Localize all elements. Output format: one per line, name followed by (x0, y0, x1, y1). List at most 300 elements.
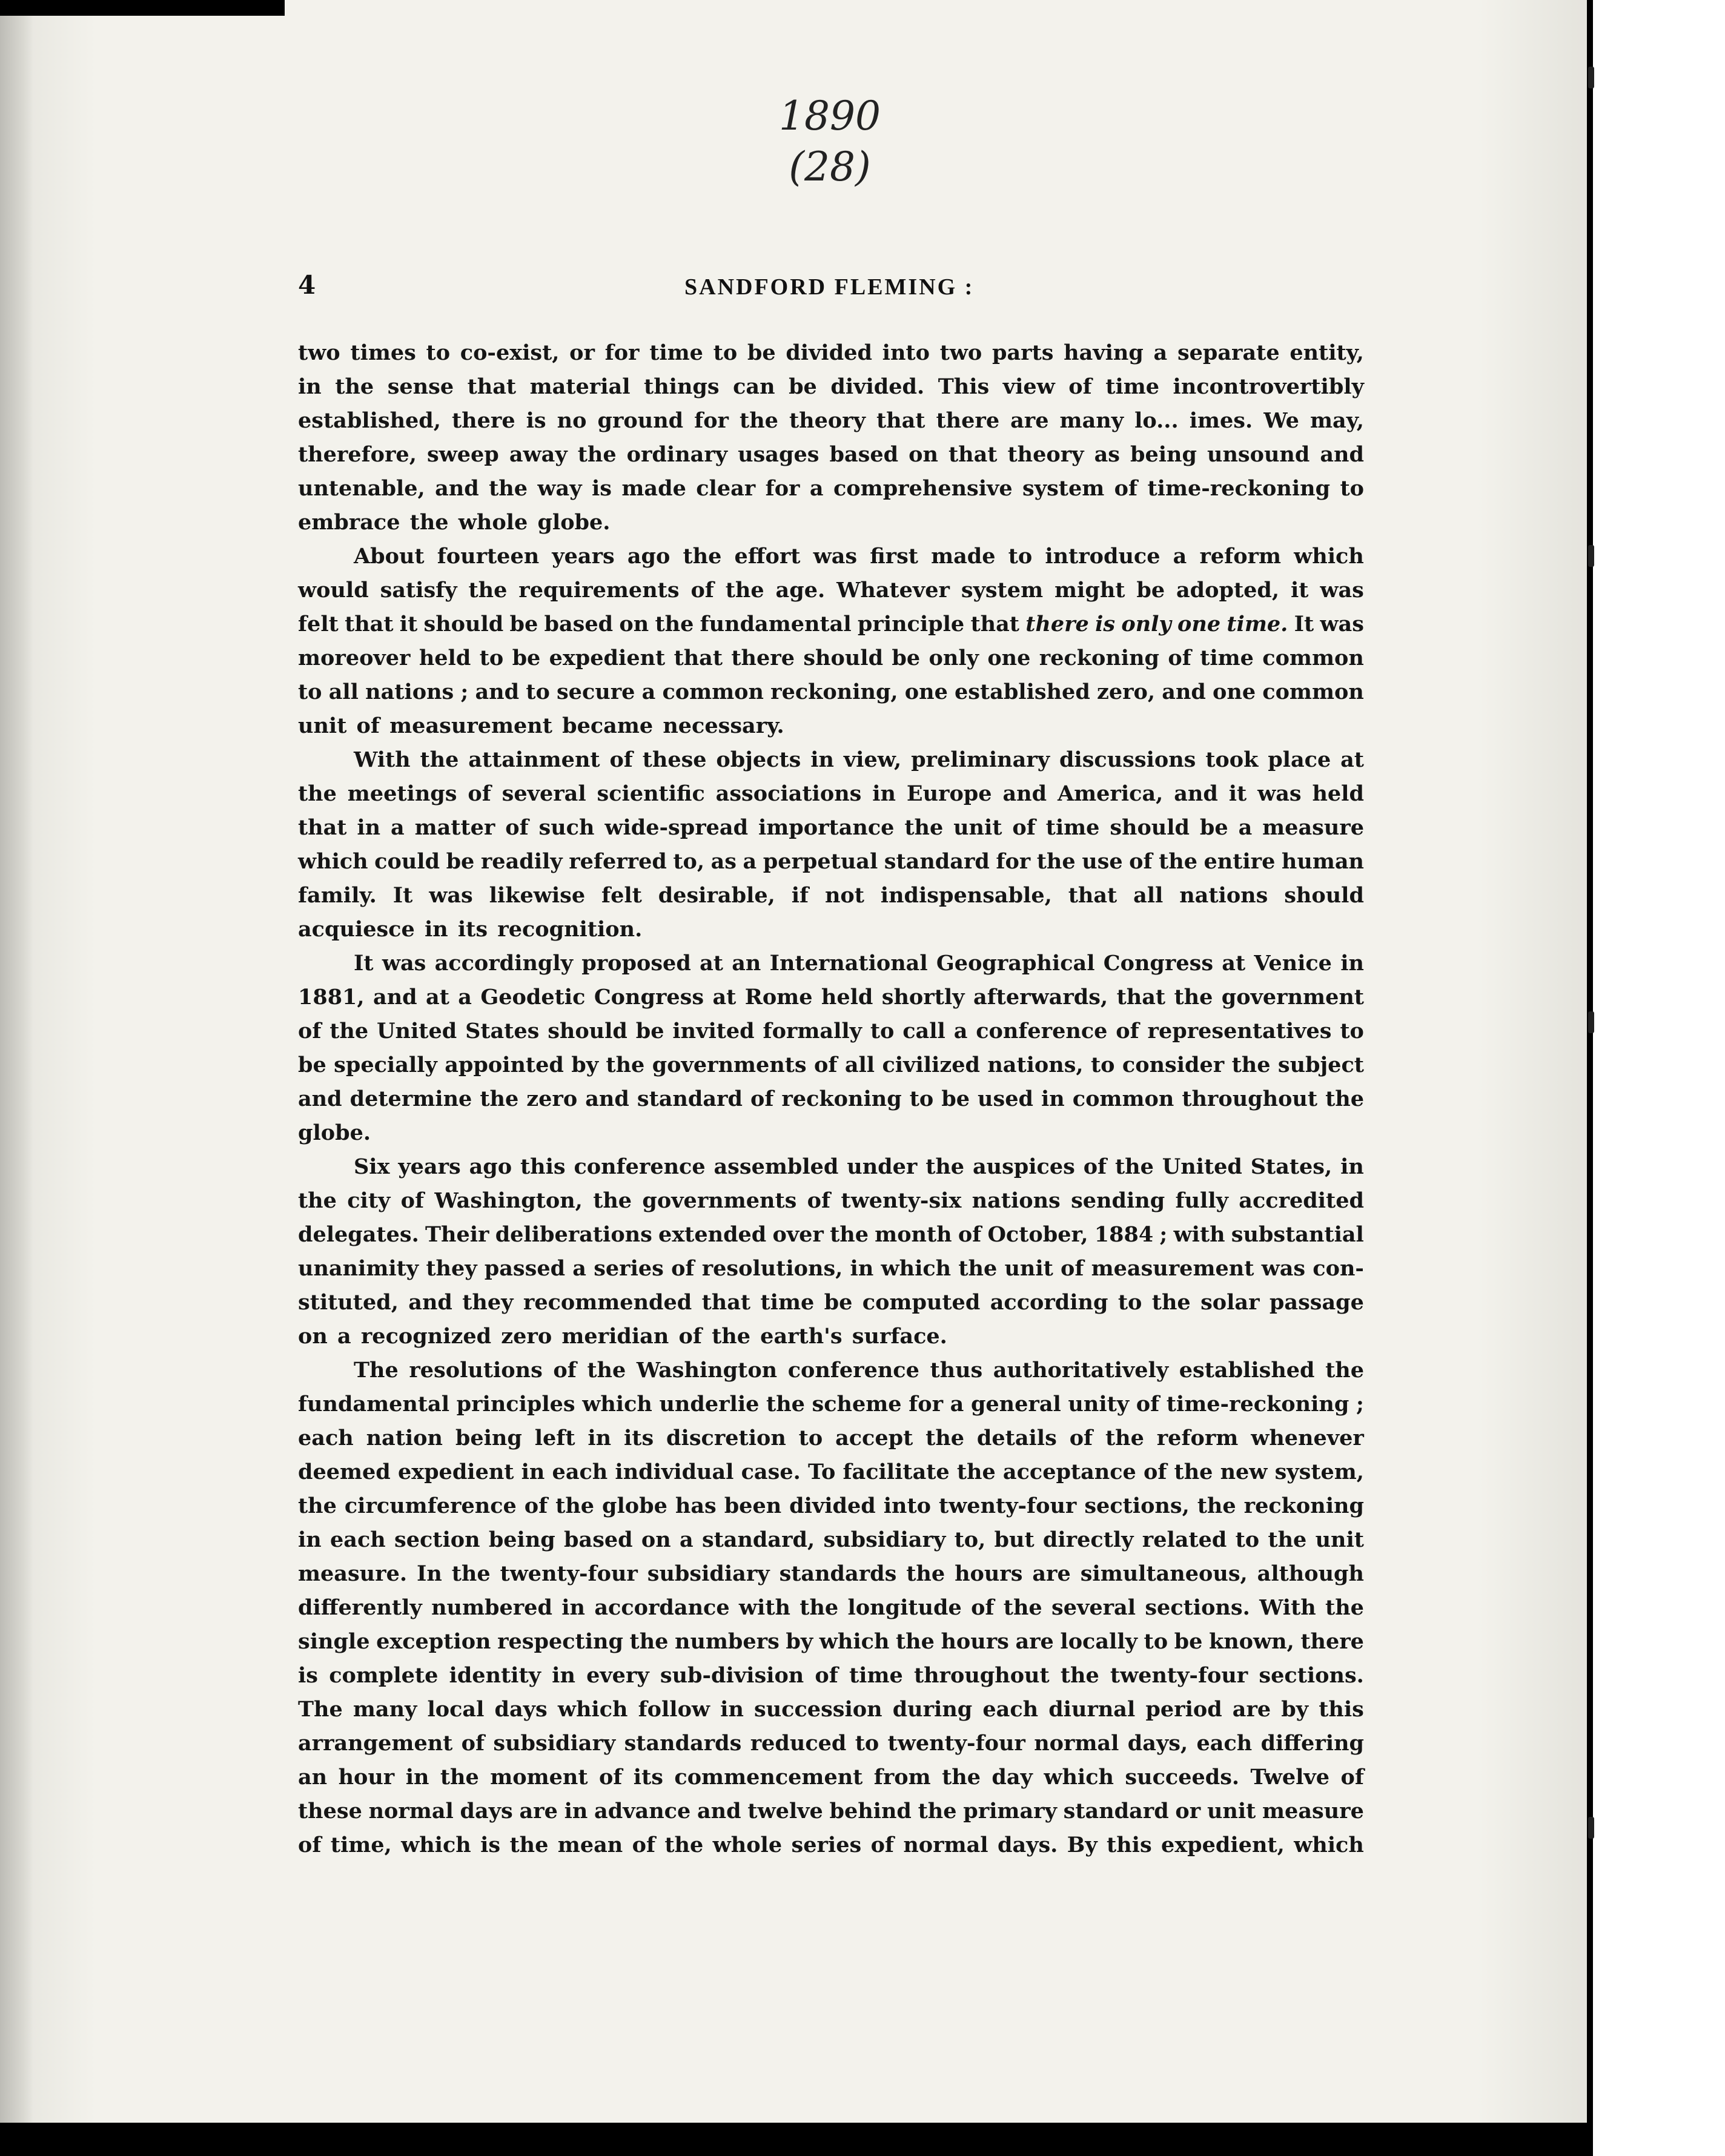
text-word: view (1002, 374, 1055, 399)
text-word: associations (715, 781, 862, 806)
text-word: clear (696, 476, 756, 501)
text-word: took (1205, 747, 1259, 772)
text-word: the (329, 1019, 369, 1043)
text-word: each (982, 1697, 1039, 1722)
text-word: Congress (1103, 951, 1214, 976)
text-word: sections. (1145, 1595, 1250, 1620)
text-word: a (1238, 815, 1253, 840)
text-word: the (712, 1324, 750, 1349)
text-word: facilitate (843, 1460, 950, 1484)
text-word: a (641, 680, 656, 704)
text-word: of (1012, 815, 1036, 840)
text-word: reckoning (1243, 1493, 1364, 1518)
text-line (298, 1048, 1364, 1082)
text-word: the (1174, 1460, 1213, 1484)
text-word: system (961, 578, 1044, 603)
binding-shadow (0, 0, 33, 2123)
text-word: be (512, 646, 541, 670)
text-word: subsidiary (493, 1731, 616, 1756)
text-word: fundamental (298, 1392, 449, 1417)
text-word: being (1130, 442, 1197, 467)
text-word: the (468, 578, 508, 603)
text-line (298, 1184, 1364, 1218)
text-word: the (298, 1493, 337, 1518)
text-word: whole (712, 1833, 783, 1857)
text-word: reckoning (1039, 646, 1160, 670)
text-word: matter (414, 815, 495, 840)
text-word: by (786, 1629, 813, 1654)
text-word: general (970, 1392, 1061, 1417)
text-word: the (918, 1799, 957, 1824)
text-word: accordingly (434, 951, 573, 976)
text-word: measure. (298, 1561, 408, 1586)
text-word: reckoning, (770, 680, 898, 704)
right-margin-strip (1587, 0, 1725, 2156)
text-word: time. (1227, 612, 1288, 637)
text-word: family. (298, 883, 377, 908)
text-word: succeeds. (1125, 1765, 1240, 1790)
text-word: age. (775, 578, 826, 603)
text-word: and (373, 985, 417, 1010)
annotation-number: (28) (789, 144, 871, 190)
text-line (298, 675, 1364, 709)
text-word: perpetual (763, 849, 878, 874)
text-word: representatives (1147, 1019, 1332, 1043)
text-word: ordinary (626, 442, 728, 467)
text-word: discretion (666, 1426, 786, 1450)
text-word: the (606, 1053, 645, 1077)
text-word: lo... (1134, 408, 1179, 433)
text-word: at (700, 951, 723, 976)
text-word: scientific (597, 781, 705, 806)
text-word: which (1294, 1833, 1364, 1857)
edge-mark (1588, 1817, 1594, 1839)
text-word: that (1068, 883, 1117, 908)
text-word: there (1300, 1629, 1364, 1654)
text-word: proposed (581, 951, 691, 976)
text-word: conference (976, 1019, 1108, 1043)
text-word: measure (1262, 1799, 1364, 1824)
text-word: a (743, 849, 757, 874)
text-word: accept (835, 1426, 913, 1450)
text-word: time (849, 1663, 903, 1688)
text-word: objects (716, 747, 801, 772)
text-word: directly (1042, 1527, 1134, 1552)
text-word: or (1175, 1799, 1201, 1824)
text-word: referred (569, 849, 667, 874)
text-word: unity (1068, 1392, 1130, 1417)
text-word: standard, (701, 1527, 815, 1552)
text-word: discussions (1059, 747, 1196, 772)
text-word: based (829, 442, 899, 467)
text-word: at (1222, 951, 1246, 976)
text-word: one (1177, 612, 1221, 637)
text-word: in (424, 917, 448, 942)
text-word: accredited (1239, 1188, 1364, 1213)
text-word: only (929, 646, 979, 670)
text-word: Their (425, 1222, 489, 1247)
text-word: unit (298, 713, 347, 738)
text-word: in (298, 1527, 322, 1552)
text-word: for (765, 476, 800, 501)
text-word: of (1083, 1154, 1107, 1179)
text-word: comprehensive (833, 476, 1013, 501)
text-word: way (537, 476, 582, 501)
text-word: moment (490, 1765, 588, 1790)
text-word: of (1143, 1460, 1167, 1484)
text-word: ago (627, 544, 670, 569)
text-word: numbers (675, 1629, 780, 1654)
text-word: of (1061, 1256, 1084, 1281)
text-word: untenable, (298, 476, 425, 501)
text-line (298, 607, 1364, 641)
text-word: the (958, 1256, 998, 1281)
text-word: time-reckoning (1166, 1392, 1349, 1417)
text-word: of (400, 1188, 425, 1213)
text-word: there (731, 646, 795, 670)
text-word: individual (615, 1460, 734, 1484)
text-word: month (875, 1222, 952, 1247)
text-word: sense (387, 374, 454, 399)
text-word: by (571, 1053, 599, 1077)
text-line (298, 1591, 1364, 1625)
text-word: expedient, (1161, 1833, 1285, 1857)
text-word: be (446, 849, 475, 874)
text-word: for (694, 408, 729, 433)
text-word: the (298, 1188, 337, 1213)
text-word: normal (903, 1833, 988, 1857)
text-word: of (750, 1086, 774, 1111)
text-word: of (1114, 476, 1138, 501)
text-word: in (872, 781, 896, 806)
text-word: as (710, 849, 737, 874)
text-word: and (475, 680, 520, 704)
text-word: and (1002, 781, 1047, 806)
text-word: identity (449, 1663, 541, 1688)
text-word: into (883, 1493, 932, 1518)
text-word: satisfy (380, 578, 457, 603)
text-word: details (976, 1426, 1057, 1450)
text-word: established, (298, 408, 441, 433)
text-word: several (502, 781, 586, 806)
text-word: they (462, 1290, 514, 1315)
text-word: thus (930, 1358, 983, 1383)
text-word: but (994, 1527, 1035, 1552)
text-line (298, 1727, 1364, 1761)
text-word: days (460, 1799, 513, 1824)
text-line (298, 913, 1364, 947)
text-word: normal (368, 1799, 454, 1824)
text-word: would (298, 578, 369, 603)
text-word: conference (574, 1154, 706, 1179)
text-word: many (1059, 408, 1124, 433)
text-word: known, (1208, 1629, 1294, 1654)
text-word: Europe (906, 781, 992, 806)
text-word: held (419, 646, 471, 670)
text-word: being (488, 1527, 555, 1552)
text-line (298, 370, 1364, 404)
text-word: the (904, 815, 944, 840)
text-word: fourteen (437, 544, 540, 569)
text-word: or (569, 340, 595, 365)
text-word: embrace (298, 510, 400, 535)
text-word: America, (1057, 781, 1164, 806)
text-word: two (298, 340, 340, 365)
text-word: to (426, 340, 451, 365)
text-word: established (1179, 1358, 1315, 1383)
text-word: moreover (298, 646, 411, 670)
text-word: About (354, 544, 425, 569)
text-line (298, 1252, 1364, 1286)
text-word: to (1008, 544, 1033, 569)
text-word: by (1281, 1697, 1309, 1722)
text-line (298, 1693, 1364, 1727)
text-line (298, 879, 1364, 913)
text-word: invited (672, 1019, 755, 1043)
text-word: each (298, 1426, 354, 1450)
text-line (298, 1455, 1364, 1489)
text-word: differently (298, 1595, 422, 1620)
text-word: It (392, 883, 413, 908)
text-word: stituted, (298, 1290, 399, 1315)
text-word: the (593, 1188, 632, 1213)
text-word: are (1032, 1561, 1071, 1586)
text-line (298, 1523, 1364, 1557)
text-word: underlie (659, 1392, 760, 1417)
text-word: ago (469, 1154, 512, 1179)
text-word: held (1312, 781, 1364, 806)
text-word: material (529, 374, 631, 399)
text-line (298, 1082, 1364, 1116)
text-word: use (1082, 849, 1123, 874)
text-word: the (766, 1392, 805, 1417)
text-word: as (1094, 442, 1120, 467)
text-word: over (772, 1222, 824, 1247)
text-word: twenty-six (841, 1188, 962, 1213)
text-word: was (382, 951, 426, 976)
text-word: nation (366, 1426, 443, 1450)
text-word: to (713, 340, 738, 365)
text-word: days, (1127, 1731, 1188, 1756)
text-line (298, 1421, 1364, 1455)
text-line (298, 404, 1364, 438)
text-word: this (1107, 1833, 1152, 1857)
text-word: be (892, 646, 921, 670)
text-word: was (1257, 781, 1302, 806)
text-word: case. (741, 1460, 801, 1484)
text-word: its (624, 1426, 654, 1450)
text-word: solar (1200, 1290, 1260, 1315)
text-word: simultaneous, (1080, 1561, 1248, 1586)
text-word: call (902, 1019, 945, 1043)
text-word: the (1197, 1493, 1236, 1518)
text-word: its (633, 1765, 663, 1790)
text-word: twelve (747, 1799, 823, 1824)
text-word: and (1174, 781, 1218, 806)
text-line (298, 1659, 1364, 1693)
text-word: surface. (852, 1324, 947, 1349)
text-word: the (1325, 1595, 1364, 1620)
edge-mark (1588, 1011, 1594, 1033)
text-word: there (452, 408, 515, 433)
text-word: effort (734, 544, 801, 569)
text-word: of (870, 1833, 894, 1857)
text-word: a (391, 815, 405, 840)
text-word: human (1281, 849, 1364, 874)
text-word: in (521, 1460, 545, 1484)
text-word: a (950, 1392, 964, 1417)
text-word: the (587, 1358, 626, 1383)
text-word: be (298, 1053, 326, 1077)
text-word: exception (376, 1629, 491, 1654)
text-word: the (725, 578, 764, 603)
text-word: of (1168, 646, 1191, 670)
text-word: the (509, 1833, 549, 1857)
text-word: afterwards, (973, 985, 1108, 1010)
text-word: globe (602, 1493, 667, 1518)
text-word: that (948, 442, 998, 467)
text-word: authoritatively (993, 1358, 1169, 1383)
text-word: of (690, 578, 714, 603)
text-word: assembled (714, 1154, 839, 1179)
text-word: recognition. (497, 917, 643, 942)
text-word: was (429, 883, 473, 908)
text-line (298, 641, 1364, 675)
text-line (298, 1014, 1364, 1048)
text-word: although (1257, 1561, 1364, 1586)
text-word: globe. (537, 510, 611, 535)
text-word: entity, (1290, 340, 1364, 365)
text-word: are (519, 1799, 558, 1824)
text-word: theory (1007, 442, 1084, 467)
text-word: unit (953, 815, 1002, 840)
text-word: nations (1179, 883, 1268, 908)
text-word: measure (1262, 815, 1364, 840)
text-word: the (906, 1561, 945, 1586)
text-word: of (524, 1493, 548, 1518)
text-word: throughout (1182, 1086, 1318, 1111)
text-word: its (457, 917, 488, 942)
text-word: local (427, 1697, 485, 1722)
text-line (298, 1761, 1364, 1794)
text-word: meetings (347, 781, 457, 806)
text-line (298, 1557, 1364, 1591)
text-word: the (830, 1222, 869, 1247)
text-word: place (1268, 747, 1331, 772)
text-word: of (598, 1765, 623, 1790)
text-word: to, (673, 849, 705, 874)
text-word: in (1340, 951, 1364, 976)
text-word: passed (484, 1256, 566, 1281)
text-word: locally (1060, 1629, 1137, 1654)
text-word: fully (1175, 1188, 1228, 1213)
text-word: to (870, 1019, 895, 1043)
text-word: away (509, 442, 568, 467)
text-word: was (1320, 612, 1364, 637)
text-word: this (520, 1154, 566, 1179)
text-word: and (298, 1086, 342, 1111)
text-word: It (1294, 612, 1314, 637)
text-word: succession (754, 1697, 882, 1722)
text-word: government (1221, 985, 1364, 1010)
text-line (298, 947, 1364, 980)
text-word: the (956, 1460, 996, 1484)
text-word: day (992, 1765, 1033, 1790)
text-word: entire (1204, 849, 1276, 874)
text-word: subsidiary (823, 1527, 946, 1552)
text-word: many (353, 1697, 417, 1722)
text-word: complete (329, 1663, 439, 1688)
text-word: that (345, 612, 394, 637)
text-word: the (409, 510, 449, 535)
text-word: of (807, 1188, 831, 1213)
text-word: requirements (518, 578, 680, 603)
text-word: and (585, 1086, 629, 1111)
text-word: commencement (674, 1765, 863, 1790)
text-word: of (609, 747, 633, 772)
text-line (298, 811, 1364, 845)
text-word: was (813, 544, 858, 569)
text-word: conference (787, 1358, 919, 1383)
text-word: in (298, 374, 322, 399)
text-word: left (534, 1426, 575, 1450)
text-word: the (480, 1086, 519, 1111)
text-word: in (552, 1663, 575, 1688)
text-word: is (298, 1663, 319, 1688)
text-word: twenty-four (1110, 1663, 1248, 1688)
text-word: fundamental (700, 612, 852, 637)
text-word: times (350, 340, 416, 365)
text-word: was (1261, 1256, 1306, 1281)
text-word: be (941, 1086, 970, 1111)
text-word: system, (1274, 1460, 1364, 1484)
text-word: ; (1159, 1222, 1168, 1247)
text-word: to (526, 680, 550, 704)
text-word: This (938, 374, 990, 399)
text-word: of (1068, 374, 1092, 399)
text-word: differing (1260, 1731, 1364, 1756)
text-word: con- (1313, 1256, 1364, 1281)
text-word: subsidiary (647, 1561, 770, 1586)
text-word: reform (1199, 544, 1282, 569)
text-line (298, 1354, 1364, 1387)
text-word: there (936, 408, 1000, 433)
text-word: for (909, 1392, 944, 1417)
text-word: standards (779, 1561, 897, 1586)
text-word: is (480, 1833, 501, 1857)
text-word: civilized (882, 1053, 980, 1077)
text-word: secure (556, 680, 635, 704)
text-word: unsound (1207, 442, 1310, 467)
text-word: common (1262, 680, 1364, 704)
text-word: earth's (760, 1324, 843, 1349)
text-word: be (1174, 1629, 1203, 1654)
text-word: of (461, 1731, 485, 1756)
text-word: specially (334, 1053, 437, 1077)
text-word: of (553, 1358, 577, 1383)
text-word: there (1025, 612, 1089, 637)
text-word: been (724, 1493, 782, 1518)
text-line (298, 980, 1364, 1014)
text-line (298, 1387, 1364, 1421)
text-word: Rome (744, 985, 813, 1010)
text-word: States (465, 1019, 540, 1043)
text-word: with (1173, 1222, 1225, 1247)
text-word: and (1162, 680, 1206, 704)
text-word: the (1159, 849, 1197, 874)
text-word: be (1136, 578, 1165, 603)
text-word: system (1022, 476, 1105, 501)
